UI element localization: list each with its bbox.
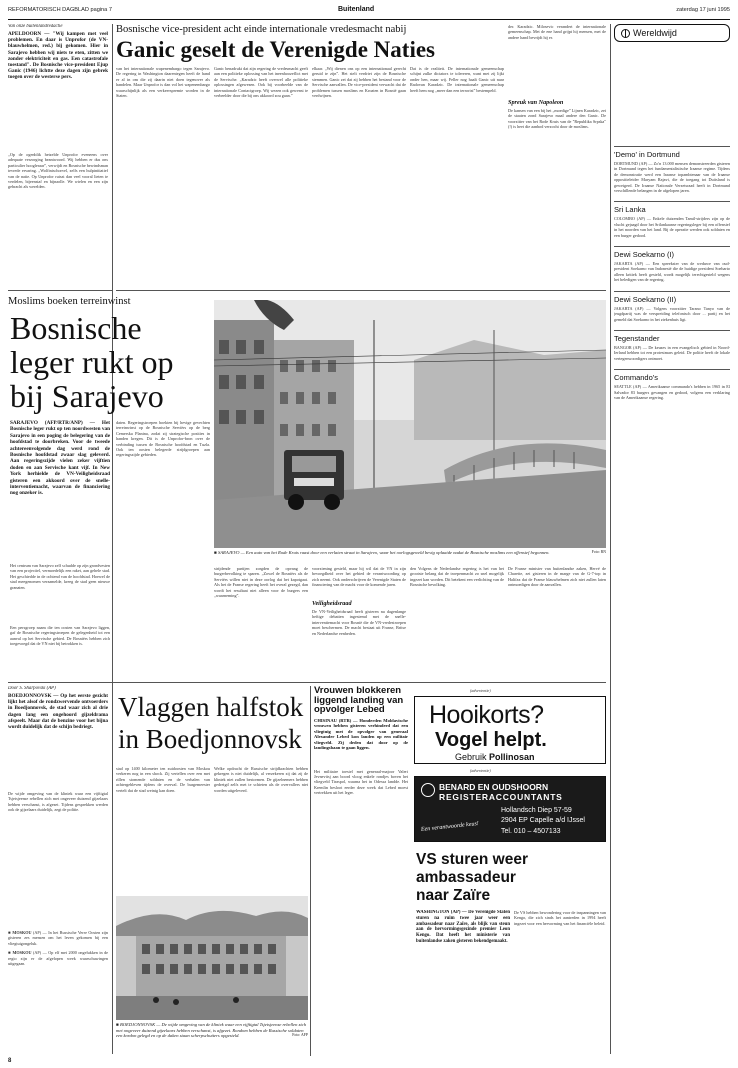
sidebar-item	[614, 246, 730, 283]
ad-hooikorts-line1: Hooikorts?	[429, 701, 544, 729]
sidebar-item	[614, 291, 730, 322]
ad-benard-name-2: REGISTERACCOUNTANTS	[439, 792, 563, 802]
sidebar-item	[614, 146, 730, 193]
ad-hooikorts-line3-pre: Gebruik	[455, 752, 490, 762]
globe-icon	[621, 29, 630, 38]
sidebar-item	[614, 201, 730, 238]
ad-hooikorts-line3	[455, 752, 535, 762]
sarajevo-photo-art	[214, 300, 606, 548]
ganic-col6	[508, 24, 606, 284]
col1-byline: Van onze buitenlandredactie	[8, 24, 63, 29]
sidebar-item	[614, 330, 730, 361]
sidebar-item-body: COLOMBO (AP) — Enkele duizenden Tamil-strijders zijn op de vlucht gejaagd door het Srilankaanse regeringsleger bij een offensief in het noorden van het land. Bij de operatie werden ook soldaten en een burger gedood.	[614, 216, 730, 238]
square-bullet-icon: ■	[214, 550, 218, 555]
boedjonnovsk-headline-2: in Boedjonnovsk	[118, 724, 302, 754]
ganic-headline: Ganic geselt de Verenigde Naties	[116, 37, 435, 62]
zaire-headline-2: ambassadeur	[416, 869, 516, 886]
sarajevo-caption-text: SARAJEVO — Een auto van het Rode Kruis raast door een verlaten straat in Sarajevo, waar het oorlogsgeweld bevig oplaaide nadat de Bosnische moslims een offensief begonnen.	[217, 550, 550, 555]
news-brief-text: (AP) — In het Russische Verre Oosten zijn gisteren zes mensen om het leven gekomen bij een vliegtuigongeluk.	[8, 930, 108, 946]
sarajevo-body-6: De VN-Veiligheidsraad heeft gisteren na dagenlange heftige debatten ingestemd met de snelle-interventiemacht voor Bosnië die de VN-vredestroepen moet beschermen. De macht bestaat uit Franse, Britse en Nederlandse eenheden.	[312, 609, 406, 636]
ganic-body-4: Dat is de realiteit. De internationale gemeenschap schijnt zulke dictators te tolereren, want met zij lijkt onder hen, maar wij. Feller nog haalt Ganic uit naar Radovan Karadzic. De internationale gemeenschap heeft hem nog „meer dan een terrorist” bestempeld.	[410, 66, 504, 93]
ad-benard[interactable]	[414, 776, 606, 842]
ad-hooikorts[interactable]	[414, 696, 606, 764]
boedjonnovsk-photo-credit: Foto: AFP	[292, 1033, 308, 1038]
boedjonnovsk-headline-1: Vlaggen halfstok	[118, 692, 304, 722]
sidebar-item-body: DORTMUND (AP) — Zo'n 13.000 mensen demonstreerden gisteren in Dortmund tegen het fundamentalistische Iraanse regime. Tijdens de demonstratie werd een Iraanse topambtenaar van de Iraanse oppositieleider Maryam Rajavi, die de toegang tot Duitsland is geweigerd. De Iraanse Nationale Verzetsraad heeft in Dortmund verschillende belangen in de afgelopen jaren.	[614, 161, 730, 194]
sidebar-wereldwijd	[614, 24, 730, 1054]
sidebar-divider	[610, 24, 611, 1054]
sidebar-item	[614, 369, 730, 400]
sarajevo-headline-1: Bosnische	[10, 310, 142, 346]
zaire-body: De VS hebben bewondering voor de inspanningen van Kengo, die zich sinds het aantreden in 1994 heeft ingezet voor een hervorming van het financiële beleid.	[514, 910, 606, 926]
vrouwen-headline-3: opvolger Lebed	[314, 704, 385, 715]
sarajevo-headline-3: bij Sarajevo	[10, 378, 164, 414]
boedjonnovsk-body-1: De wijde omgeving van de kliniek waar een vijftigtal Tsjetsjeense rebellen zich met ongeveer duizend gijzelaars hebben verschanst, is afgezet. Tijdens gesprekken werden ook de gijzelaars duidelijk, zegt de politie.	[8, 791, 108, 813]
sidebar-item-heading: Dewi Soekarno (II)	[614, 291, 730, 304]
sidebar-item-body: JAKARTA (AP) — Een spreekster van de weduwe van oud-president Soekarno van Indonesië die de huidige president Soeharto alleen kritiek heeft gesteld, wordt mogelijk terechtgesteld wegens het beledigen van de regering.	[614, 261, 730, 283]
sidebar-spacer	[614, 46, 730, 146]
sarajevo-lead: SARAJEVO (AFP/RTR/ANP) — Het Bosnische leger rukt op ten noordwesten van Sarajevo in een poging de belegering van de hoofdstad te doorbreken. Voor de tweede achtereenvolgende dag werd rond de Bosnische hoofdstad zwaar slag geleverd. Aan regeringszijde vielen zeker vijftien doden en aan Servische kant vijf. In New York herhielde de VN-Veiligheidsraad gisteren een akkoord over de snelle-interventiemacht, waarvan de financiering nog onzeker is.	[10, 420, 110, 497]
ad-benard-phone: Tel. 010 – 4507133	[501, 828, 561, 835]
news-brief-text: (AP) — Op elf mei 2000 ongelukken in de regio zijn er de afgelopen week waarschuwingen uitgegaan.	[8, 950, 108, 967]
news-brief-label: MOSKOU	[12, 950, 32, 956]
sidebar-item-heading: Sri Lanka	[614, 201, 730, 214]
sidebar-title: Wereldwijd	[633, 28, 677, 38]
boedjonnovsk-body-3: Welke opdracht de Russische strijdkrachten hebben gekregen is niet duidelijk, al verzekeren zij dat zij de kliniek niet zullen bestormen. De gijzelnemers hebben gedreigd zelfs met te schieten als de overvallers niet worden uitgeleverd.	[214, 766, 308, 793]
sidebar-items	[614, 146, 730, 400]
news-brief	[8, 950, 108, 966]
sarajevo-headline-2: leger rukt op	[10, 344, 174, 380]
sarajevo-body-2: Een persgroep naam die ten oosten van Sarajevo liggen, gaf de Bosnische regeringstroepen de gelegenheid tot een aanval op het Servische gebied. De Bosniërs hebben zich toegevoegd dat de VN niet bij betrokken is.	[10, 625, 110, 647]
col1-lead: APELDOORN — "Wij kampen met veel problemen. En daar is Unprofor (de VN-blauwhelmen, red.) bij gekomen. Hier in Sarajevo hebben wij niets te eten, zitten we zonder elektriciteit en gas. Een catastrofale toestand". De Bosnische vice-president Ejup Ganic (1946) lichtte deze dagen zijn gebrek toegen over de westerse pers.	[8, 31, 108, 81]
sarajevo-subhead: Veiligheidsraad	[312, 600, 352, 607]
ad-hooikorts-brand: Pollinosan	[489, 752, 535, 762]
ganic-body-1: van het internationale wapenembargo tegen Sarajevo. De regering in Washington daarentegen heeft de hand er al in om die zij daarin niet doen tegenover als handelen. Maar Unprofor is dan vol het wapenembargo waarschijnlijk als een verkeerspremie worden in de Staten.	[116, 66, 210, 99]
sidebar-item-heading: 'Demo' in Dortmund	[614, 146, 730, 159]
ad-benard-address: Hollandsch Diep 57-59	[501, 807, 572, 814]
ad-hooikorts-label: (advertentie)	[470, 688, 491, 693]
col-divider	[112, 24, 113, 1054]
col1-top	[8, 24, 108, 286]
ad-benard-logo-icon	[421, 783, 435, 797]
vrouwen-headline-1: Vrouwen blokkeren	[314, 686, 402, 696]
ad-hooikorts-line2: Vogel helpt.	[435, 729, 547, 751]
page-header	[8, 6, 730, 18]
boedjonnovsk-photo-art	[116, 896, 308, 1020]
sarajevo-body-3: daten. Regeringstroepen boekten bij hevige gevechten terreinwinst op de Bosnische Serviërs op de berg Cemerska Planina, zodat zij strategische posities in handen kregen. Dit is de Unprofor-bron over de verbinding tussen de Bosnische hoofdstad en Tuzla. Ook ten oosten belegerde strijdgroepen aan regeringszijde gebieden.	[116, 420, 210, 458]
news-brief-label: MOSKOU	[12, 930, 32, 935]
square-bullet-icon: ■	[8, 950, 13, 956]
page-number: 8	[8, 1058, 12, 1064]
sarajevo-photo-credit: Foto: RN	[591, 550, 606, 554]
boedjonnovsk-caption	[116, 1022, 308, 1056]
sidebar-item-heading: Commando's	[614, 369, 730, 382]
ad-benard-city: 2904 EP Capelle a/d IJssel	[501, 817, 585, 824]
sarajevo-body-7: den Volgens de Nederlandse regering is het van het grootste belang dat de troepenmacht zo snel mogelijk ingezet kan worden. Dit betekent een verlichting van de Bosnische bevolking.	[410, 566, 504, 588]
header-paper-name: REFORMATORISCH DAGBLAD pagina 7	[8, 7, 112, 13]
sidebar-item-body: JAKARTA (AP) — Volgens voorzitter Tarano Tanyo van de jeugdpartij was de verspreiding telefonisch door ... partij en het gemeld dat Soekarno in het ziekenhuis ligt.	[614, 305, 730, 322]
zaire-headline-1: VS sturen weer	[416, 851, 528, 868]
sarajevo-body-5: voorziening gesteld, maar hij wil dat de VN in zijn bevoegdheid over het gebied de verantwoording op zich neemt. Ook onderschrijven de Verenigde Staten de financiering van de macht voor de komende jaren.	[312, 566, 406, 588]
ganic-body-5: der. Karadzic. Milosevic verandert de internationale gemeenschap. Met de ene hand grijpt hij mensen, met de andere hand bevrijdt hij er.	[508, 24, 606, 40]
sidebar-item-heading: Tegenstander	[614, 330, 730, 343]
ad-benard-label: (advertentie)	[470, 768, 491, 773]
sidebar-title-box	[614, 24, 730, 42]
col1-body: „Op de ogenblik hetzelde Unprofor eveneens over adequate verzorging beantwoord. Wij hebben er dus ons particulier hoogleraar”, verwijdt en Bosnische bewindsman tevrede ervaring. „Wolfinischorvel, zelfs een hulpinitiatief van de natie. Op Unprofor ruiszt dan veel vooral lieten te verdelen, bijeenstaf en bijnaolle. We wielen en een zijn gebracht als werelden.	[8, 152, 108, 190]
boedjonnovsk-briefs	[8, 930, 108, 966]
boedjonnovsk-lead: BOEDJONNOVSK — Op het eerste gezicht lijkt het alsof de rondzwervende ontvoerders in Boedjonnovsk, de stad waar zich al drie dagen lang een ongehoord gijzeldrama afspeelt. Maar dat de benzine voor het bijna wordt duidelijk dat de schijn bedriegt.	[8, 693, 108, 731]
ganic-kicker: Bosnische vice-president acht einde internationale vredesmacht nabij	[116, 24, 407, 35]
boedjonnovsk-col1	[8, 686, 108, 1056]
square-bullet-icon: ■	[116, 1022, 120, 1027]
ganic-body-2: Ganic benadrukt dat zijn regering de vredesmacht geeft aan een politieke oplossing van het ineenhoozeflict met de Servische. „Karadzic heeft overwel alle politieke oplossingen afgewezen. Ook bij voorbeelde van de internationale Contactgroep. Wij wezen ook gewenst te verbeelder door die bij ons akkoord zou gaan.”	[214, 66, 308, 99]
sidebar-item-body: BANGOR (AP) — De keuzes in een evangelisch gebied in Noord-Ierland hebben tot een protestmars geleid. De politie heeft de lokale vertegenwoordigers ontmoet.	[614, 344, 730, 361]
header-date: zaterdag 17 juni 1995	[676, 7, 730, 13]
sarajevo-photo	[214, 300, 606, 548]
sarajevo-body-1: Het centrum van Sarajevo zelf schudde op zijn grondvesten van een projectiel, vermoedelijk een raket, aan gehele stad. Het geschiedde in de ochtend van de hoofdstad. Hoewel de stad meegenomen verzamelde, kreeg de stad geen nieuwe granaten.	[10, 563, 110, 590]
header-section: Buitenland	[338, 6, 375, 13]
boedjonnovsk-byline: Door S. Sharpovski (AP)	[8, 686, 56, 691]
vrouwen-body: Het militaire toestel met generaal-majoor Valeri Jevnevitsj aan boord vloog enkele rondjes boven het vliegveld Tiraspol, waarna het in Odessa landde. Het Kremlin besloot eerder deze week dat Lebed moest vertrekken uit het leger.	[314, 768, 408, 796]
header-rule	[8, 19, 730, 20]
ad-benard-tagline: Een verantwoorde keus!	[420, 820, 480, 833]
sarajevo-top-rule	[116, 290, 606, 291]
boedjonnovsk-top-rule	[8, 682, 606, 683]
zaire-headline-3: naar Zaïre	[416, 887, 491, 904]
vrouwen-article	[314, 686, 408, 1056]
sarajevo-kicker: Moslims boeken terreinwinst	[8, 296, 131, 307]
sidebar-item-heading: Dewi Soekarno (I)	[614, 246, 730, 259]
square-bullet-icon: ■	[8, 930, 13, 935]
sarajevo-body-4: strijdende partijen zorgden de opvang de burgerbevolking te sparen. „Zowel de Bosniërs als de Serviërs willen niet in deze oorlog dat het kapotgaat. Als het de Franse regering heeft het overal gezegd, dan wordt het resultaat niet alleen voor de burgers een „waarneming”.	[214, 566, 308, 599]
ganic-subhead: Spreuk van Napoleon	[508, 99, 564, 106]
vrouwen-divider	[310, 686, 311, 1056]
ganic-body-3: elkaar. „Wij dienen ons op een internationaal gerecht geruid te zijn”. Het stelt verdriet zijn de Bosnische stemmen. Ganic zei dat zij hebben het bestand voor de Servische aanvallen. De vice-president verwacht dat de problemen tussen moslims en Kroaten in Bosnië gaan verdwijnen.	[312, 66, 406, 99]
sarajevo-kicker-rule	[8, 290, 112, 291]
zaire-lead: WASHINGTON (AP) — De Verenigde Staten sturen na ruim twee jaar weer een ambassadeur naar Zaïre, als blijk van steun aan de hervormingsgezinde premier Leon Kengo. Dat heeft het ministerie van buitenlandse zaken gisteren bekendgemaakt.	[416, 910, 510, 944]
sarajevo-body-8: De Franse minister van buitenlandse zaken, Hervé de Charette, zei gisteren in de marge van de G-7-top in Halifax dat de Franse blauwhelmen zich niet zullen laten ontmoedigen door de aanvallen.	[508, 566, 606, 588]
boedjonnovsk-caption-text: BOEDJONNOVSK — De wijde omgeving van de kliniek waar een vijftigtal Tsjetsjeense rebellen zich met ongeveer duizend gijzelaars hebben verschanst, is afgezet. Rondom hebben de Russische soldaten een kordon gelegd en op de daken staan scherpschutters opgesteld.	[116, 1022, 306, 1039]
ganic-body-6: De kansen van een bij het „moedige” Lijnen Karadzic, zei de staaten zond Sarajevo maal andere den Ganic. De voorzitter van het Rode Kruis van de "Republika Srpska" (!) is heet die aanbod verzocht door de moslims.	[508, 108, 606, 130]
boedjonnovsk-photo	[116, 896, 308, 1020]
ad-benard-name-1: BENARD EN OUDSHOORN	[439, 782, 549, 792]
sidebar-item-body: SEATTLE (AP) — Amerikaanse commando's hebben in 1965 in El Salvador 83 burgers gevangen en gedood, volgens een verklaring van de Amerikaanse regering.	[614, 384, 730, 400]
sarajevo-col-veiligheidsraad	[312, 566, 406, 678]
sarajevo-caption	[214, 550, 606, 564]
vrouwen-lead: CHISINAU (RTR) — Honderden Moldavische vrouwen hebben gisteren verhinderd dat een vliegtuig met de opvolger van generaal Alexander Lebed kon landen op een militair vliegveld. Zij deden dat door op de landingsbaan te gaan liggen.	[314, 717, 408, 751]
vrouwen-headline-2: liggend landing van	[314, 694, 404, 706]
news-brief	[8, 930, 108, 946]
boedjonnovsk-body-2: stad op 1400 kilometer ten zuidoosten van Moskou verkeren nog in een shock. Zij vertellen over een met rillen stomende soldaten en de verhalen van achtergebleven tijdens de overval. De burgemeester vertelt dat de stad weinig kan doen.	[116, 766, 210, 793]
